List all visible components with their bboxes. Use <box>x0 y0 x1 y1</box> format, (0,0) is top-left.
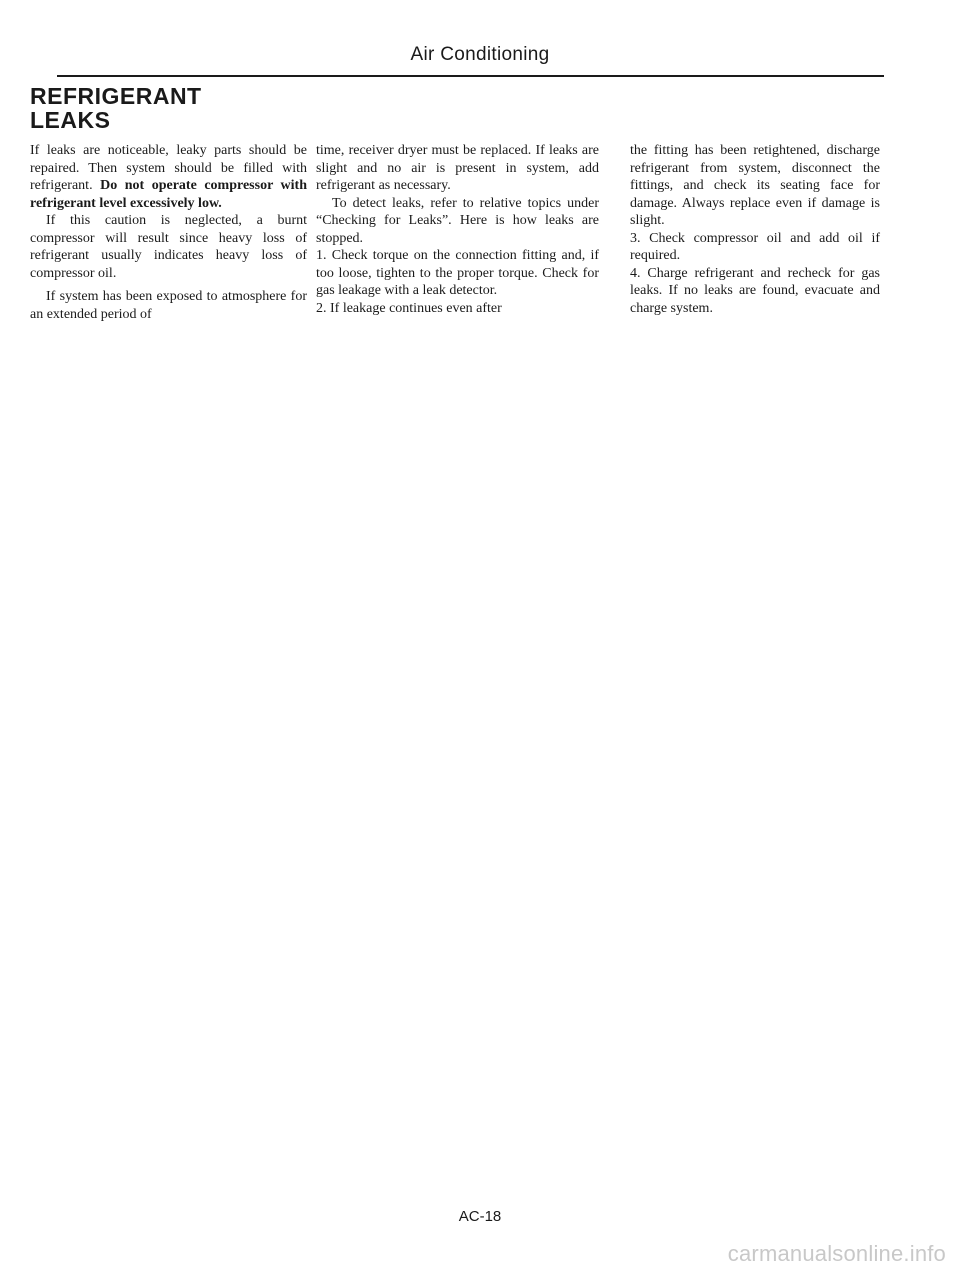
paragraph-detect-leaks: To detect leaks, refer to relative topics under “Checking for Leaks”. Here is how leaks are stopped. <box>316 195 599 246</box>
watermark: carmanualsonline.info <box>727 1241 946 1266</box>
section-title <box>30 84 202 132</box>
section-title-line1: REFRIGERANT <box>30 83 202 109</box>
paragraph-exposed: If system has been exposed to atmosphere for an extended period of <box>30 289 307 322</box>
paragraph-retightened: the fitting has been retightened, discharge refrigerant from system, disconnect the fittings, and check its seating face for damage. Always replace even if damage is slight. <box>630 143 880 228</box>
step-4: 4. Charge refrigerant and recheck for gas leaks. If no leaks are found, evacuate and charge system. <box>630 265 880 316</box>
paragraph-receiver-dryer: time, receiver dryer must be replaced. If leaks are slight and no air is present in system, add refrigerant as necessary. <box>316 143 599 193</box>
text-column-1 <box>30 142 307 329</box>
paragraph-leaks-intro <box>30 142 307 212</box>
step-3: 3. Check compressor oil and add oil if required. <box>630 230 880 263</box>
text-column-3 <box>630 142 880 317</box>
paragraph-leaks-intro-text: If leaks are noticeable, leaky parts should be repaired. Then system should be filled with refrigerant. <box>30 143 307 193</box>
section-title-line2: LEAKS <box>30 107 111 133</box>
warning-bold-text: Do not operate compressor with refrigerant level excessively low. <box>30 178 308 211</box>
header-rule <box>57 75 884 77</box>
step-2: 2. If leakage continues even after <box>316 300 502 316</box>
page-number: AC-18 <box>458 1208 502 1225</box>
paragraph-caution: If this caution is neglected, a burnt compressor will result since heavy loss of refrigerant usually indicates heavy loss of compressor oil. <box>30 213 307 281</box>
text-column-2 <box>316 142 599 317</box>
page-header: Air Conditioning <box>410 44 550 65</box>
step-1: 1. Check torque on the connection fitting and, if too loose, tighten to the proper torque. Check for gas leakage with a leak detector. <box>316 248 599 298</box>
